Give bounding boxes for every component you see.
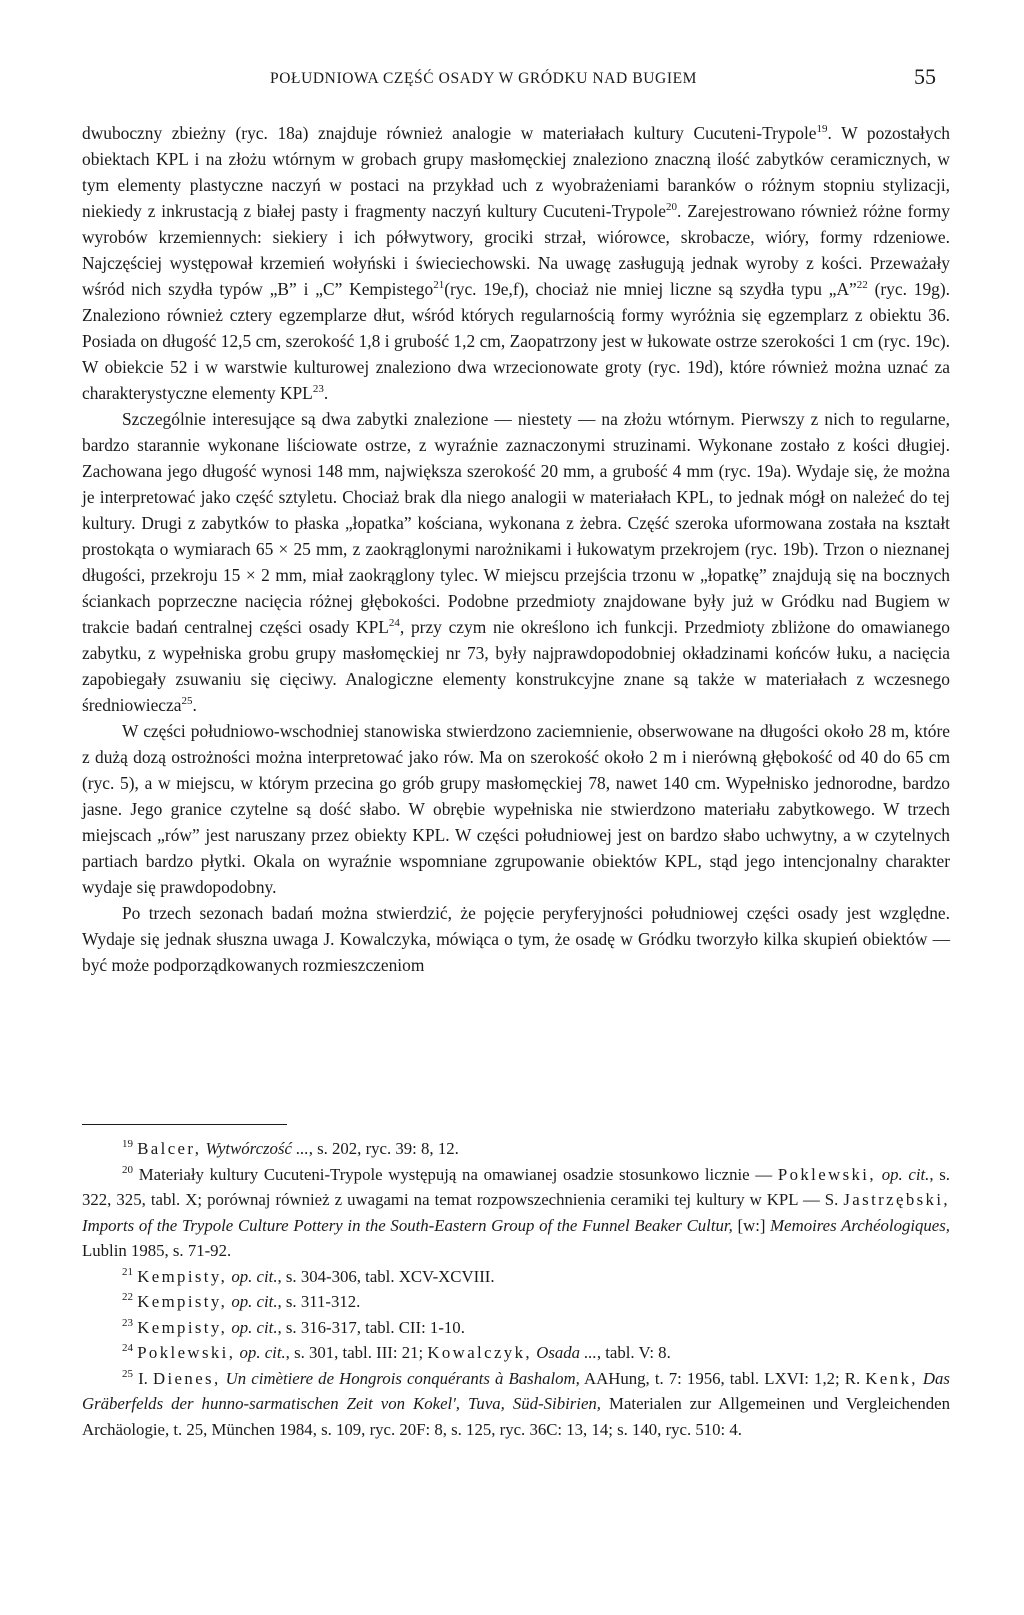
- footnote-ref: 24: [388, 617, 400, 629]
- footnote-ref: 19: [816, 123, 828, 135]
- footnote-23: $^{23}$ Kempisty, op. cit., s. 316-317, tabl. CII: 1-10.: [122, 1316, 465, 1337]
- footnote-20: $^{20}$ Materiały kultury Cucuteni-Trypole występują na omawianej osadzie stosunkowo licznie — Poklewski, op. cit., s. 322, 325, tabl. X; porównaj również z uwagami na temat rozpowszechnienia ceramiki tej kultury w KPL — S. Jastrzębski, Imports of the Trypole Culture Pottery in the South-Eastern Group of the Funnel Beaker Cultur, [w:] Memoires Archéologiques, Lublin 1985, s. 71-92.: [82, 1163, 950, 1260]
- footnotes: [82, 1136, 950, 1442]
- footnote-22: $^{22}$ Kempisty, op. cit., s. 311-312.: [122, 1291, 361, 1311]
- page-number: 55: [914, 64, 936, 89]
- paragraph: Po trzech sezonach badań można stwierdzić, że pojęcie peryferyjności południowej części osady jest względne. Wydaje się jednak słuszna uwaga J. Kowalczyka, mówiąca o tym, że osadę w Gródku tworzyło kilka skupień obiektów — być może podporządkowanych rozmieszczeniom: [82, 903, 950, 975]
- footnote-separator: [82, 1124, 287, 1125]
- paragraph: W części południowo-wschodniej stanowiska stwierdzono zaciemnienie, obserwowane na długości około 28 m, które z dużą dozą ostrożności można interpretować jako rów. Ma on szerokość około 2 m i nierówną głębokość od 40 do 65 cm (ryc. 5), a w miejscu, w którym przecina go grób grupy masłomęckiej 78, nawet 140 cm. Wypełnisko jednorodne, bardzo jasne. Jego granice czytelne są dość słabo. W obrębie wypełniska nie stwierdzono materiału zabytkowego. W trzech miejscach „rów” jest naruszany przez obiekty KPL. W części południowej jest on bardzo słabo uchwytny, a w czytelnych partiach bardzo płytki. Okala on wyraźnie wspomniane zgrupowanie obiektów KPL, stąd jego intencjonalny charakter wydaje się prawdopodobny.: [82, 721, 950, 897]
- running-title: POŁUDNIOWA CZĘŚĆ OSADY W GRÓDKU NAD BUGIEM: [270, 70, 698, 87]
- footnote-19: $^{19}$ Balcer, Wytwórczość ..., s. 202, ryc. 39: 8, 12.: [122, 1138, 459, 1158]
- footnote-ref: 20: [666, 201, 678, 213]
- footnote-24: $^{24}$ Poklewski, op. cit., s. 301, tabl. III: 21; Kowalczyk, Osada ..., tabl. V: 8.: [122, 1342, 671, 1362]
- footnote-ref: 22: [856, 279, 868, 291]
- paragraph: dwuboczny zbieżny (ryc. 18a) znajduje również analogie w materiałach kultury Cucuteni-Trypole$^{19}$. W pozostałych obiektach KPL i na złożu wtórnym w grobach grupy masłomęckiej znaleziono znaczną ilość zabytków ceramicznych, w tym elementy plastyczne naczyń w postaci na przykład uch z wyobrażeniami baranków o różnym stopniu stylizacji, niekiedy z inkrustacją z białej pasty i fragmenty naczyń kultury Cucuteni-Trypole$^{20}$. Zarejestrowano również różne formy wyrobów krzemiennych: siekiery i ich półwytwory, grociki strzał, wiórowce, skrobacze, wióry, formy rdzeniowe. Najczęściej występował krzemień wołyński i świeciechowski. Na uwagę zasługują jednak wyroby z kości. Przeważały wśród nich szydła typów „B” i „C” Kempistego$^{21}$(ryc. 19e,f), chociaż nie mniej liczne są szydła typu „A”$^{22}$ (ryc. 19g). Znaleziono również cztery egzemplarze dłut, wśród których regularnością formy wyróżnia się egzemplarz z obiektu 36. Posiada on długość 12,5 cm, szerokość 1,8 i grubość 1,2 cm, Zaopatrzony jest w łukowate ostrze szerokości 1 cm (ryc. 19c). W obiekcie 52 i w warstwie kulturowej znaleziono dwa wrzecionowate groty (ryc. 19d), które również można uznać za charakterystyczne elementy KPL$^{23}$.: [82, 123, 951, 403]
- footnote-ref: 21: [433, 279, 445, 291]
- main-text: [82, 120, 950, 978]
- footnote-ref: 23: [312, 383, 324, 395]
- footnote-25: $^{25}$ I. Dienes, Un cimètiere de Hongrois conquérants à Bashalom, AAHung, t. 7: 1956, tabl. LXVI: 1,2; R. Kenk, Das Gräberfelds der hunno-sarmatischen Zeit von Kokel', Tuva, Süd-Sibirien, Materialen zur Allgemeinen und Vergleichenden Archäologie, t. 25, München 1984, s. 109, ryc. 20F: 8, s. 125, ryc. 36C: 13, 14; s. 140, ryc. 510: 4.: [82, 1367, 950, 1439]
- footnote-ref: 25: [181, 695, 193, 707]
- page-header: [82, 64, 936, 96]
- paragraph: Szczególnie interesujące są dwa zabytki znalezione — niestety — na złożu wtórnym. Pierwszy z nich to regularne, bardzo starannie wykonane liściowate ostrze, z wyraźnie zaznaczonymi struzinami. Wykonane zostało z kości długiej. Zachowana jego długość wynosi 148 mm, największa szerokość 20 mm, a grubość 4 mm (ryc. 19a). Wydaje się, że można je interpretować jako część sztyletu. Chociaż brak dla niego analogii w materiałach KPL, to jednak mógł on należeć do tej kultury. Drugi z zabytków to płaska „łopatka” kościana, wykonana z żebra. Część szeroka uformowana została na kształt prostokąta o wymiarach 65 × 25 mm, z zaokrąglonymi narożnikami i łukowatym przekrojem (ryc. 19b). Trzon o nieznanej długości, przekroju 15 × 2 mm, miał zaokrąglony tylec. W miejscu przejścia trzonu w „łopatkę” znajdują się na bocznych ściankach poprzeczne nacięcia różnej głębokości. Podobne przedmioty znajdowane były już w Gródku nad Bugiem w trakcie badań centralnej części osady KPL$^{24}$, przy czym nie określono ich funkcji. Przedmioty zbliżone do omawianego zabytku, z wypełniska grobu grupy masłomęckiej nr 73, były najprawdopodobniej okładzinami końców łuku, a nacięcia zapobiegały zsuwaniu się cięciwy. Analogiczne elementy konstrukcyjne znane są także w materiałach z wczesnego średniowiecza$^{25}$.: [82, 409, 950, 715]
- footnote-21: $^{21}$ Kempisty, op. cit., s. 304-306, tabl. XCV-XCVIII.: [122, 1265, 495, 1286]
